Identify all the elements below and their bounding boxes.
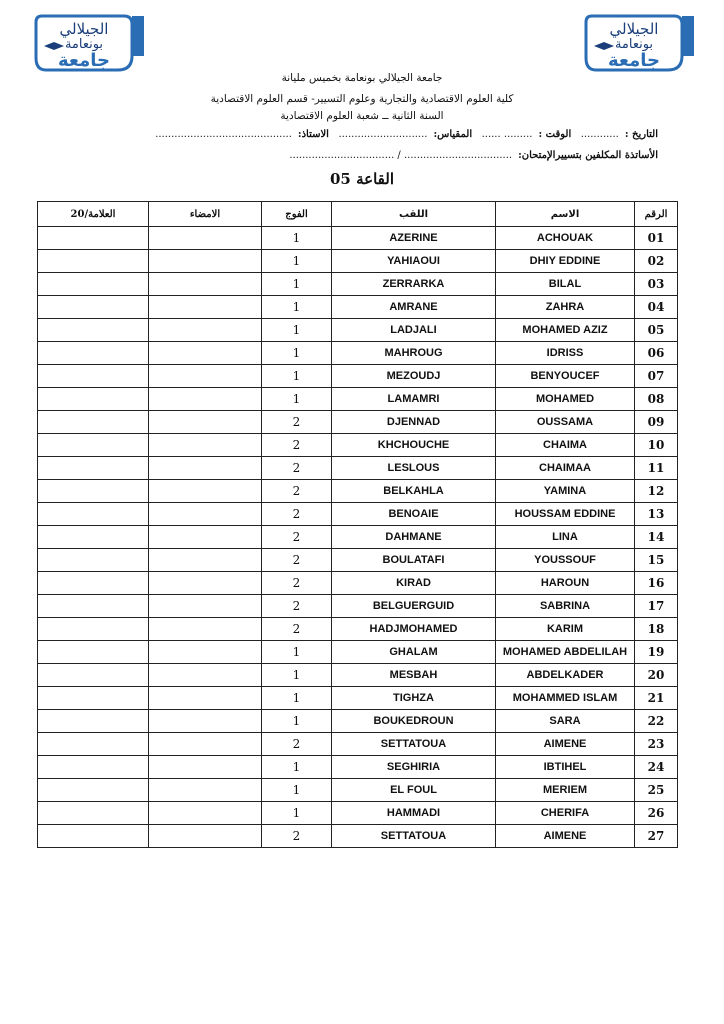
row-num: 01 <box>635 227 678 250</box>
row-group: 2 <box>262 434 332 457</box>
university-logo-icon <box>578 12 696 74</box>
row-grade-cell[interactable] <box>38 549 149 572</box>
row-group: 2 <box>262 733 332 756</box>
row-num: 10 <box>635 434 678 457</box>
table-row <box>38 296 678 319</box>
row-num: 22 <box>635 710 678 733</box>
row-group: 2 <box>262 618 332 641</box>
row-signature-cell[interactable] <box>149 227 262 250</box>
row-group: 2 <box>262 457 332 480</box>
header-num: الرقم <box>635 202 678 227</box>
row-first-name: ZAHRA <box>496 296 635 319</box>
row-first-name: MOHAMED AZIZ <box>496 319 635 342</box>
table-row <box>38 526 678 549</box>
row-first-name: IDRISS <box>496 342 635 365</box>
table-row <box>38 250 678 273</box>
row-grade-cell[interactable] <box>38 802 149 825</box>
row-group: 1 <box>262 687 332 710</box>
row-first-name: AIMENE <box>496 825 635 848</box>
row-first-name: HOUSSAM EDDINE <box>496 503 635 526</box>
row-first-name: MERIEM <box>496 779 635 802</box>
attendance-table <box>37 201 678 848</box>
row-signature-cell[interactable] <box>149 779 262 802</box>
table-row <box>38 342 678 365</box>
row-first-name: LINA <box>496 526 635 549</box>
table-row <box>38 319 678 342</box>
row-signature-cell[interactable] <box>149 549 262 572</box>
university-name: جامعة الجيلالي بونعامة بخميس مليانة <box>281 72 443 84</box>
row-signature-cell[interactable] <box>149 825 262 848</box>
row-num: 16 <box>635 572 678 595</box>
time-label: الوقت : <box>538 129 572 140</box>
row-first-name: SABRINA <box>496 595 635 618</box>
row-signature-cell[interactable] <box>149 365 262 388</box>
row-last-name: DJENNAD <box>332 411 496 434</box>
row-signature-cell[interactable] <box>149 572 262 595</box>
row-num: 02 <box>635 250 678 273</box>
row-first-name: AIMENE <box>496 733 635 756</box>
row-grade-cell[interactable] <box>38 342 149 365</box>
table-row <box>38 825 678 848</box>
row-last-name: BELGUERGUID <box>332 595 496 618</box>
row-grade-cell[interactable] <box>38 595 149 618</box>
row-num: 14 <box>635 526 678 549</box>
row-num: 21 <box>635 687 678 710</box>
table-row <box>38 503 678 526</box>
row-group: 1 <box>262 388 332 411</box>
row-last-name: KHCHOUCHE <box>332 434 496 457</box>
row-signature-cell[interactable] <box>149 480 262 503</box>
logo-text-mid: بونعامة <box>614 37 654 52</box>
row-num: 11 <box>635 457 678 480</box>
teacher-label: الاستاذ: <box>297 129 329 140</box>
row-last-name: AZERINE <box>332 227 496 250</box>
table-row <box>38 802 678 825</box>
header-grade: العلامة/20 <box>38 202 149 227</box>
row-grade-cell[interactable] <box>38 319 149 342</box>
row-group: 1 <box>262 365 332 388</box>
table-row <box>38 618 678 641</box>
row-num: 08 <box>635 388 678 411</box>
row-group: 1 <box>262 342 332 365</box>
proctors-label: الأساتذة المكلفين بتسييرالإمتحان: <box>518 150 658 161</box>
row-group: 1 <box>262 641 332 664</box>
row-last-name: GHALAM <box>332 641 496 664</box>
table-row <box>38 365 678 388</box>
logo-text-top: الجيلالي <box>59 20 109 38</box>
row-grade-cell[interactable] <box>38 457 149 480</box>
row-first-name: OUSSAMA <box>496 411 635 434</box>
row-first-name: MOHAMMED ISLAM <box>496 687 635 710</box>
row-first-name: YOUSSOUF <box>496 549 635 572</box>
row-group: 1 <box>262 664 332 687</box>
row-first-name: BILAL <box>496 273 635 296</box>
table-row <box>38 733 678 756</box>
row-grade-cell[interactable] <box>38 526 149 549</box>
row-last-name: BOULATAFI <box>332 549 496 572</box>
row-first-name: BENYOUCEF <box>496 365 635 388</box>
row-num: 05 <box>635 319 678 342</box>
row-grade-cell[interactable] <box>38 411 149 434</box>
row-grade-cell[interactable] <box>38 434 149 457</box>
row-grade-cell[interactable] <box>38 710 149 733</box>
header-signature: الامضاء <box>149 202 262 227</box>
row-signature-cell[interactable] <box>149 388 262 411</box>
table-row <box>38 572 678 595</box>
table-row <box>38 549 678 572</box>
row-signature-cell[interactable] <box>149 273 262 296</box>
row-num: 09 <box>635 411 678 434</box>
row-num: 12 <box>635 480 678 503</box>
table-body <box>38 227 678 848</box>
table-row <box>38 388 678 411</box>
subject-label: المقياس: <box>433 129 473 140</box>
row-first-name: MOHAMED <box>496 388 635 411</box>
row-signature-cell[interactable] <box>149 641 262 664</box>
row-signature-cell[interactable] <box>149 664 262 687</box>
row-last-name: LAMAMRI <box>332 388 496 411</box>
row-signature-cell[interactable] <box>149 503 262 526</box>
row-signature-cell[interactable] <box>149 756 262 779</box>
row-num: 25 <box>635 779 678 802</box>
logo-text-mid: بونعامة <box>64 37 104 52</box>
row-group: 1 <box>262 710 332 733</box>
row-first-name: DHIY EDDINE <box>496 250 635 273</box>
row-last-name: LESLOUS <box>332 457 496 480</box>
row-signature-cell[interactable] <box>149 342 262 365</box>
row-signature-cell[interactable] <box>149 296 262 319</box>
row-num: 27 <box>635 825 678 848</box>
row-num: 07 <box>635 365 678 388</box>
row-group: 1 <box>262 273 332 296</box>
row-signature-cell[interactable] <box>149 710 262 733</box>
row-last-name: SETTATOUA <box>332 733 496 756</box>
hall-title: القاعة 05 <box>330 170 394 188</box>
row-num: 20 <box>635 664 678 687</box>
row-group: 1 <box>262 227 332 250</box>
row-grade-cell[interactable] <box>38 779 149 802</box>
row-first-name: ABDELKADER <box>496 664 635 687</box>
row-last-name: BENOAIE <box>332 503 496 526</box>
row-last-name: MAHROUG <box>332 342 496 365</box>
row-signature-cell[interactable] <box>149 687 262 710</box>
row-grade-cell[interactable] <box>38 572 149 595</box>
university-logo-right <box>578 12 696 74</box>
teacher-value: ........................................... <box>155 129 292 140</box>
table-row <box>38 687 678 710</box>
study-year: السنة الثانية ــ شعبة العلوم الاقتصادية <box>280 110 444 122</box>
row-last-name: EL FOUL <box>332 779 496 802</box>
row-last-name: BELKAHLA <box>332 480 496 503</box>
proctors-value: .................................. / ................................. <box>289 150 513 161</box>
row-num: 06 <box>635 342 678 365</box>
row-group: 2 <box>262 825 332 848</box>
row-first-name: KARIM <box>496 618 635 641</box>
exam-info-line <box>149 129 658 140</box>
university-logo-icon <box>28 12 146 74</box>
row-group: 1 <box>262 296 332 319</box>
table-row <box>38 434 678 457</box>
row-signature-cell[interactable] <box>149 526 262 549</box>
row-group: 1 <box>262 779 332 802</box>
row-grade-cell[interactable] <box>38 480 149 503</box>
table-row <box>38 710 678 733</box>
row-signature-cell[interactable] <box>149 319 262 342</box>
row-last-name: ZERRARKA <box>332 273 496 296</box>
row-last-name: TIGHZA <box>332 687 496 710</box>
university-logo-left <box>28 12 146 74</box>
row-grade-cell[interactable] <box>38 825 149 848</box>
logo-text-big: جامعة <box>58 50 110 71</box>
row-first-name: MOHAMED ABDELILAH <box>496 641 635 664</box>
row-last-name: HAMMADI <box>332 802 496 825</box>
row-group: 2 <box>262 411 332 434</box>
row-first-name: CHERIFA <box>496 802 635 825</box>
time-value: ......... ...... <box>481 129 533 140</box>
row-num: 23 <box>635 733 678 756</box>
row-last-name: HADJMOHAMED <box>332 618 496 641</box>
proctors-line <box>283 150 658 161</box>
row-last-name: SETTATOUA <box>332 825 496 848</box>
table-row <box>38 480 678 503</box>
row-grade-cell[interactable] <box>38 365 149 388</box>
row-num: 18 <box>635 618 678 641</box>
row-last-name: AMRANE <box>332 296 496 319</box>
row-last-name: KIRAD <box>332 572 496 595</box>
row-grade-cell[interactable] <box>38 227 149 250</box>
header-first-name: الاسم <box>496 202 635 227</box>
row-grade-cell[interactable] <box>38 733 149 756</box>
row-group: 2 <box>262 595 332 618</box>
table-row <box>38 664 678 687</box>
row-group: 1 <box>262 250 332 273</box>
row-signature-cell[interactable] <box>149 250 262 273</box>
row-grade-cell[interactable] <box>38 641 149 664</box>
row-num: 04 <box>635 296 678 319</box>
row-num: 03 <box>635 273 678 296</box>
table-row <box>38 779 678 802</box>
row-first-name: CHAIMA <box>496 434 635 457</box>
header-last-name: اللقب <box>332 202 496 227</box>
row-signature-cell[interactable] <box>149 618 262 641</box>
row-last-name: BOUKEDROUN <box>332 710 496 733</box>
row-first-name: HAROUN <box>496 572 635 595</box>
row-num: 15 <box>635 549 678 572</box>
logo-text-big: جامعة <box>608 50 660 71</box>
table-header-row <box>38 202 678 227</box>
date-value: ............ <box>580 129 619 140</box>
row-first-name: YAMINA <box>496 480 635 503</box>
row-last-name: LADJALI <box>332 319 496 342</box>
header-group: الفوج <box>262 202 332 227</box>
row-num: 17 <box>635 595 678 618</box>
row-first-name: ACHOUAK <box>496 227 635 250</box>
table-row <box>38 411 678 434</box>
subject-value: ............................ <box>338 129 428 140</box>
table-row <box>38 227 678 250</box>
row-last-name: DAHMANE <box>332 526 496 549</box>
table-row <box>38 756 678 779</box>
row-group: 2 <box>262 503 332 526</box>
row-num: 13 <box>635 503 678 526</box>
row-grade-cell[interactable] <box>38 503 149 526</box>
row-grade-cell[interactable] <box>38 756 149 779</box>
row-grade-cell[interactable] <box>38 273 149 296</box>
row-last-name: SEGHIRIA <box>332 756 496 779</box>
row-group: 1 <box>262 319 332 342</box>
row-last-name: MESBAH <box>332 664 496 687</box>
logo-text-top: الجيلالي <box>609 20 659 38</box>
row-signature-cell[interactable] <box>149 733 262 756</box>
row-signature-cell[interactable] <box>149 457 262 480</box>
row-grade-cell[interactable] <box>38 664 149 687</box>
row-num: 26 <box>635 802 678 825</box>
row-first-name: SARA <box>496 710 635 733</box>
row-first-name: IBTIHEL <box>496 756 635 779</box>
row-grade-cell[interactable] <box>38 388 149 411</box>
row-last-name: YAHIAOUI <box>332 250 496 273</box>
table-row <box>38 595 678 618</box>
date-label: التاريخ : <box>624 129 658 140</box>
row-group: 1 <box>262 756 332 779</box>
row-last-name: MEZOUDJ <box>332 365 496 388</box>
row-grade-cell[interactable] <box>38 687 149 710</box>
faculty-name: كلية العلوم الاقتصادية والتجارية وعلوم التسيير- قسم العلوم الاقتصادية <box>210 93 514 105</box>
row-group: 2 <box>262 480 332 503</box>
row-signature-cell[interactable] <box>149 595 262 618</box>
row-num: 24 <box>635 756 678 779</box>
row-grade-cell[interactable] <box>38 618 149 641</box>
row-signature-cell[interactable] <box>149 434 262 457</box>
row-signature-cell[interactable] <box>149 411 262 434</box>
row-group: 1 <box>262 802 332 825</box>
row-group: 2 <box>262 572 332 595</box>
table-row <box>38 641 678 664</box>
table-row <box>38 273 678 296</box>
row-group: 2 <box>262 549 332 572</box>
row-num: 19 <box>635 641 678 664</box>
table-row <box>38 457 678 480</box>
row-first-name: CHAIMAA <box>496 457 635 480</box>
row-grade-cell[interactable] <box>38 250 149 273</box>
row-signature-cell[interactable] <box>149 802 262 825</box>
row-grade-cell[interactable] <box>38 296 149 319</box>
row-group: 2 <box>262 526 332 549</box>
